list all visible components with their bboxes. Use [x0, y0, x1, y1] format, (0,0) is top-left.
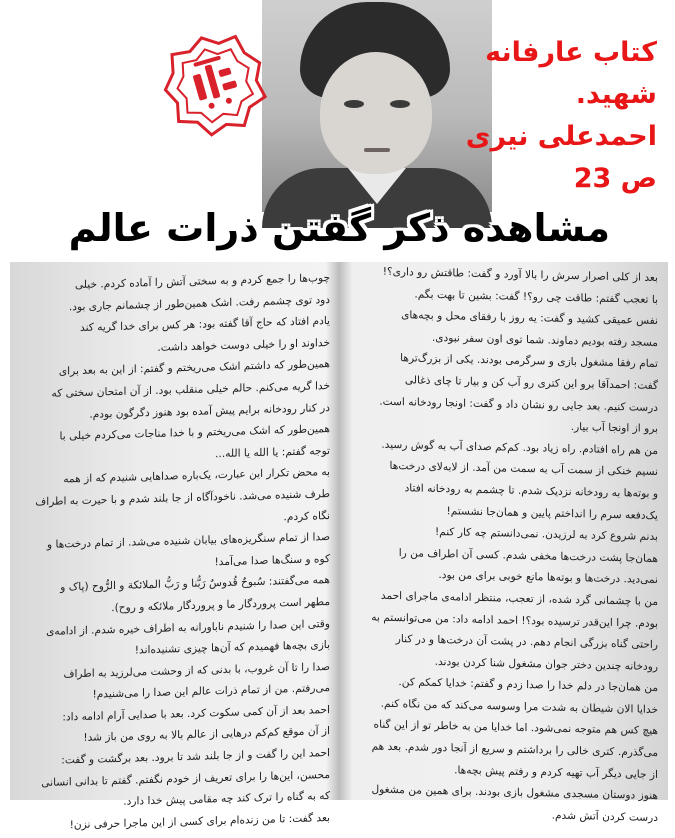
text-line: همین‌طور که اشک می‌ریختم و با خدا مناجات می‌کردم خیلی با [59, 423, 330, 443]
text-line: بعد از کلی اصرار سرش را بالا آورد و گفت: طاقتش رو داری؟! [382, 265, 658, 284]
text-line: صدا از تمام سنگریزه‌های بیابان شنیده می‌شد. از تمام درخت‌ها و [47, 531, 330, 552]
text-line: بدنم شروع کرد به لرزیدن. نمی‌دانستم چه کار کنم! [434, 526, 658, 544]
text-line: برو از اونجا آب بیار. [570, 421, 658, 436]
text-line: یادم افتاد که حاج آقا گفته بود: هر کس برای خدا گریه کند [80, 315, 330, 335]
text-line: بودم. چرا این‌قدر ترسیده بود؟! احمد ادامه داد: من می‌توانستم به [371, 610, 658, 630]
text-line: کوه و سنگ‌ها صدا می‌آمد! [214, 552, 330, 568]
text-line: می‌رفتم. من از تمام ذرات عالم این صدا را می‌شنیدم! [92, 682, 330, 701]
text-line: مسجد رفته بودیم دماوند. شما توی اون سفر نبودی. [431, 331, 658, 349]
left-page-text [24, 268, 330, 832]
title-line-name: احمدعلی نیری [465, 121, 657, 152]
book-title-block [467, 32, 657, 200]
text-line: بعد گفت: تا من زنده‌ام برای کسی از این ماجرا حرفی نزن! [69, 811, 330, 832]
martyr-portrait [262, 0, 492, 212]
text-line: هیچ کس هم متوجه نمی‌شود. اما خدایا من به خاطر تو از این گناه [373, 719, 658, 738]
text-line: چوب‌ها را جمع کردم و به سختی آتش را آماده کردم. خیلی [74, 272, 330, 292]
portrait-mouth [364, 148, 390, 152]
text-line: خداوند او را خیلی دوست خواهد داشت. [157, 336, 330, 354]
text-line: صدا را تا آن غروب، با بدنی که از وحشت می‌لرزید به اطراف [63, 660, 330, 681]
text-line: راحتی گناه بزرگی انجام دهم. در پشت آن درخت‌ها و در کنار [395, 633, 658, 652]
text-line: بازی بچه‌ها فهمیدم که آن‌ها چیزی نشنیده‌اند! [134, 639, 330, 657]
text-line: با تعجب گفتم: طاقت چی رو؟! گفت: بشین تا بهت بگم. [414, 288, 658, 306]
title-line-book: کتاب عارفانه [485, 37, 657, 68]
portrait-eye-left [344, 100, 364, 108]
portrait-face [320, 52, 432, 174]
text-line: تمام رفقا مشغول بازی و سرگرمی بودند. یکی از بزرگ‌ترها [400, 352, 658, 371]
text-line: من هم راه افتادم. راه زیاد بود. کم‌کم صدای آب به گوش رسید. [381, 438, 658, 457]
right-page-text [358, 261, 658, 824]
text-line: همان‌جا پشت درخت‌ها مخفی شدم. کسی آن اطراف من را [398, 546, 658, 565]
headline: مشاهده ذکر گفتن ذرات عالم [68, 206, 610, 250]
text-line: نگاه کردم. [283, 509, 330, 523]
text-line: احمد این را گفت و از جا بلند شد تا برود. بعد برگشت و گفت: [61, 747, 330, 767]
text-line: احمد بعد از آن کمی سکوت کرد. بعد با صدایی آرام ادامه داد: [62, 703, 330, 724]
text-line: محسن، این‌ها را برای تعریف از خودم نگفتم. گفتم تا بدانی انسانی [41, 768, 330, 789]
text-line: گفت: احمدآقا برو این کتری رو آب کن و بیار تا چای ذغالی [404, 374, 658, 392]
text-line: درست کردن آتش شدم. [551, 809, 658, 824]
book-spread [10, 262, 668, 832]
text-line: نفس عمیقی کشید و گفت: یه روز با رفقای محل و بچه‌های [401, 309, 658, 328]
text-line: یک‌دفعه سرم را انداختم پایین و همان‌جا نشستم! [446, 504, 658, 522]
text-line: من همان‌جا در دلم خدا را صدا زدم و گفتم: خدایا کمکم کن. [398, 676, 658, 695]
text-line: و بوته‌ها به رودخانه نزدیک شدم. تا چشمم به رودخانه افتاد [404, 482, 658, 500]
portrait-eye-right [390, 100, 410, 108]
text-line: می‌گذرم. کتری خالی را برداشتم و سریع از آنجا دور شدم. بعد هم [371, 740, 658, 760]
text-line: خدا گریه می‌کنم. حالم خیلی منقلب بود. از آن امتحان سختی که [51, 379, 330, 400]
text-line: مطهر است پروردگار ما و پروردگار ملائکه و روح). [111, 595, 330, 615]
text-line: طرف شنیده می‌شد. ناخودآگاه از جا بلند شدم و با حیرت به اطراف [35, 487, 330, 509]
text-line: از آن موقع کم‌کم درهایی از عالم بالا به روی من باز شد! [83, 725, 330, 745]
text-line: نمی‌دید. درخت‌ها و بوته‌ها مانع خوبی برای من بود. [438, 569, 658, 587]
title-line-page: ص 23 [573, 163, 657, 194]
text-line: همه می‌گفتند: سُبوحٌ قُدوسٌ رَبُّنا و رَبُّ الملائکة و الرُّوح (پاک و [60, 574, 330, 594]
text-line: همین‌طور که داشتم اشک می‌ریختم و گفتم: از این به بعد برای [58, 358, 330, 378]
text-line: خدایا الان شیطان به شدت مرا وسوسه می‌کند که من نگاه کنم. [380, 697, 658, 716]
title-line-martyr: شهید. [575, 79, 657, 110]
text-line: درست کنیم. بعد جایی رو نشان داد و گفت: اونجا رودخانه است. [379, 395, 658, 414]
text-line: من با چشمانی گرد شده، از تعجب، منتظر ادامه‌ی ماجرای احمد [380, 589, 658, 608]
text-line: که به گناه را ترک کند چه مقامی پیش خدا دارد. [123, 790, 330, 809]
text-line: وقتی این صدا را شنیدم ناباورانه به اطراف خیره شدم. از ادامه‌ی [46, 617, 330, 638]
text-line: توجه گفتم: یا الله یا الله... [215, 444, 330, 460]
header [0, 0, 675, 262]
text-line: رودخانه چندین دختر جوان مشغول شنا کردن بودند. [434, 655, 658, 673]
text-line: هنوز دوستان مسجدی مشغول بازی بودند. برای همین من مشغول [371, 783, 658, 803]
text-line: دود توی چشمم رفت. اشک همین‌طور از چشمانم جاری بود. [68, 293, 330, 313]
text-line: نسیم خنکی از سمت آب به سمت من آمد. از لابه‌لای درخت‌ها [389, 460, 658, 479]
text-line: به محض تکرار این عبارت، یک‌باره صداهایی شنیدم که از همه [63, 466, 330, 486]
text-line: از جایی دیگر آب تهیه کردم و رفتم پیش بچه‌ها. [454, 764, 658, 781]
text-line: در کنار رودخانه برایم پیش آمده بود هنوز دگرگون بودم. [89, 401, 330, 421]
